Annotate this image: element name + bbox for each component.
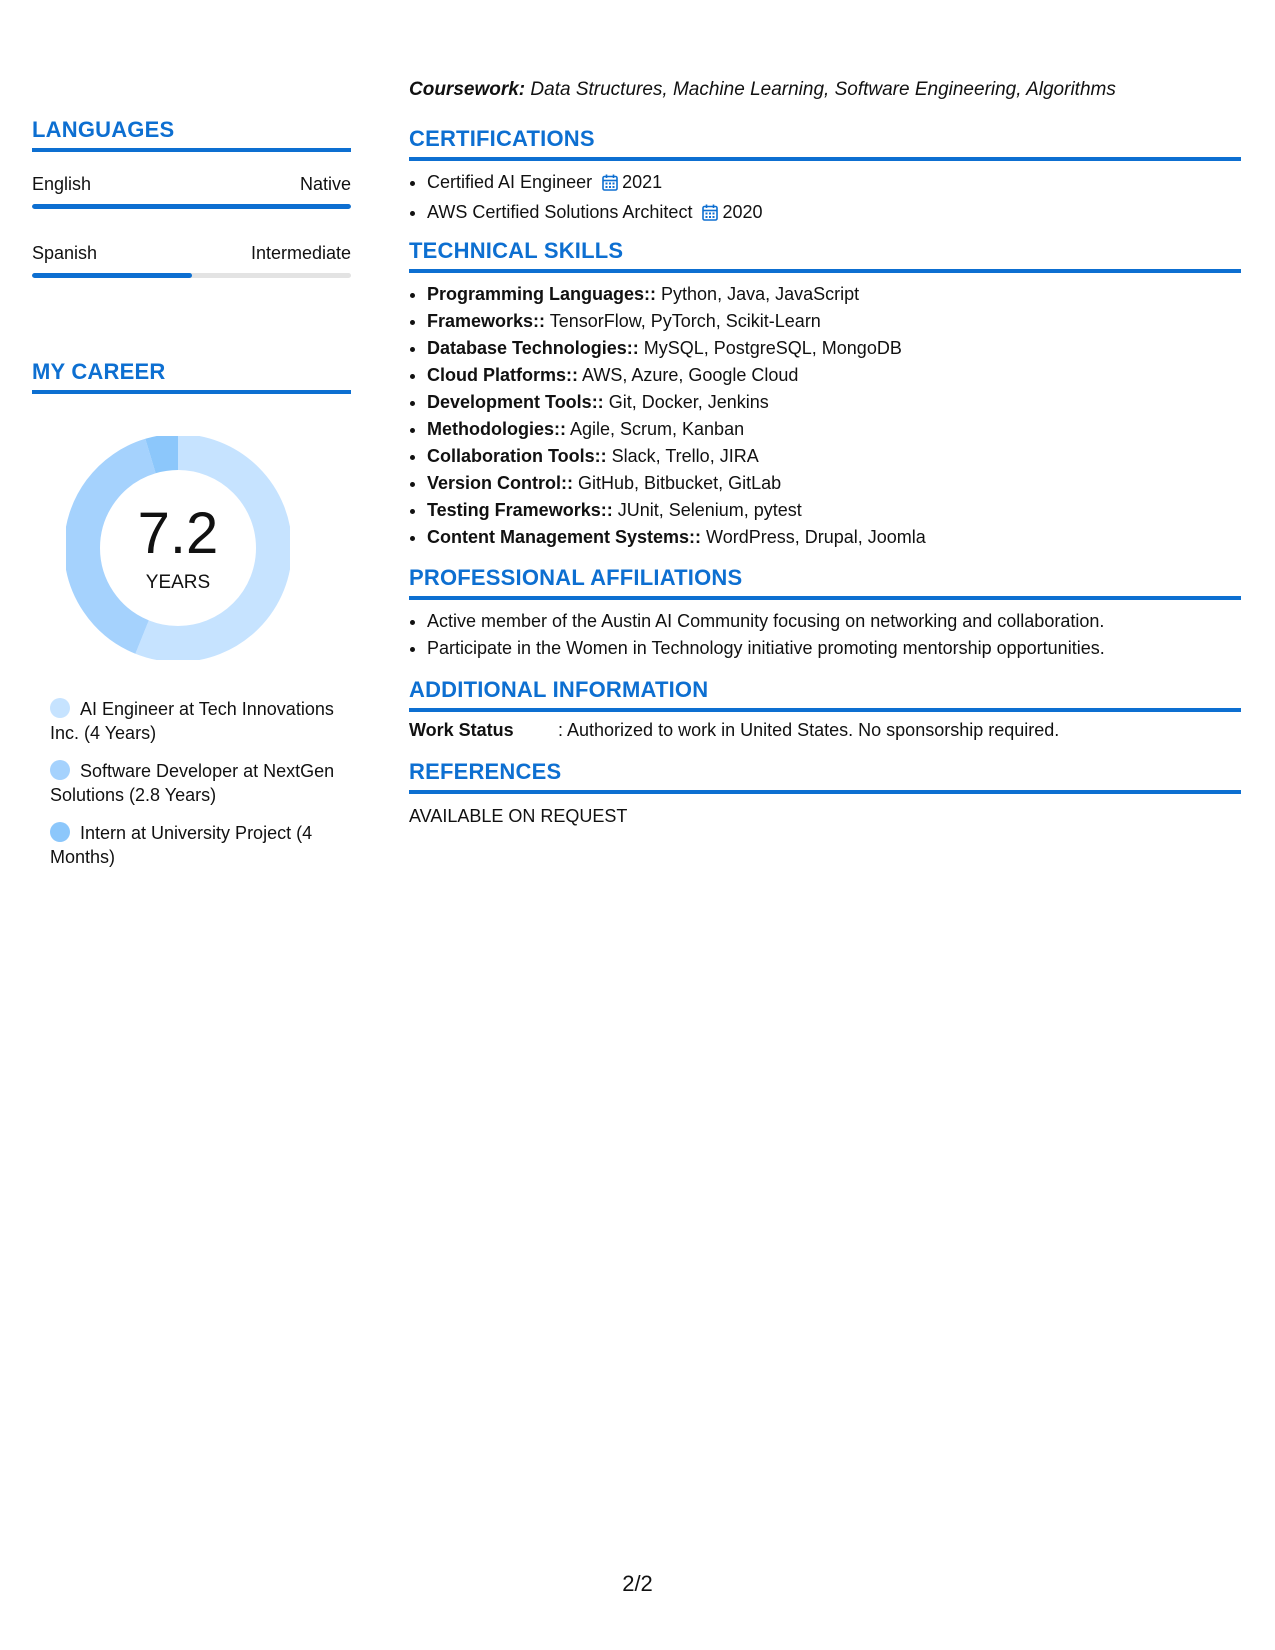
skill-item [427,416,1241,443]
career-donut-chart [66,436,290,660]
total-years-unit: YEARS [145,572,211,593]
skill-item [427,335,1241,362]
certification-name: Certified AI Engineer [427,172,593,192]
skill-label: Development Tools:: [427,392,604,412]
skill-label: Programming Languages:: [427,284,657,304]
affiliations-section [409,565,1241,662]
skill-label: Testing Frameworks:: [427,500,613,520]
additional-info-heading: ADDITIONAL INFORMATION [409,677,1241,712]
career-legend-label: Software Developer at NextGen Solutions (2.8 Years) [50,761,335,805]
career-legend [50,697,340,883]
skill-item [427,362,1241,389]
certification-name: AWS Certified Solutions Architect [427,202,693,222]
skill-label: Collaboration Tools:: [427,446,607,466]
work-status-row [409,720,1241,744]
references-text: AVAILABLE ON REQUEST [409,806,628,826]
skill-value: MySQL, PostgreSQL, MongoDB [638,338,902,358]
donut-center [66,436,290,660]
skill-value: Slack, Trello, JIRA [606,446,759,466]
affiliation-item: • Active member of the Austin AI Community focusing on networking and collaboration. [427,608,1241,635]
skill-value: WordPress, Drupal, Joomla [701,527,926,547]
work-status-value: : Authorized to work in United States. No sponsorship required. [558,720,1060,740]
language-proficiency-fill [32,273,192,278]
legend-dot [50,760,70,780]
skill-item [427,443,1241,470]
certification-item [427,169,1241,199]
certification-year: 2020 [722,202,763,222]
coursework-line [409,79,1116,101]
skill-label: Frameworks:: [427,311,546,331]
skill-value: TensorFlow, PyTorch, Scikit-Learn [545,311,821,331]
skill-label: Cloud Platforms:: [427,365,578,385]
languages-heading: LANGUAGES [32,117,351,152]
certifications-heading: CERTIFICATIONS [409,126,1241,161]
skill-value: JUnit, Selenium, pytest [612,500,802,520]
legend-dot [50,822,70,842]
work-status-label: Work Status [409,720,514,740]
affiliations-heading: PROFESSIONAL AFFILIATIONS [409,565,1241,600]
page-number: 2/2 [622,1571,653,1596]
coursework-label: Coursework: [409,79,526,100]
career-legend-label: Intern at University Project (4 Months) [50,823,313,867]
certifications-list [409,169,1241,229]
technical-skills-section [409,238,1241,551]
language-level: Native [299,174,351,194]
skill-value: AWS, Azure, Google Cloud [578,365,799,385]
skill-label: Database Technologies:: [427,338,639,358]
language-proficiency-bar [32,204,351,209]
skill-item [427,308,1241,335]
skill-value: Git, Docker, Jenkins [603,392,769,412]
additional-info-section [409,677,1241,744]
skill-item [427,470,1241,497]
total-years-value: 7.2 [137,501,219,566]
skill-item [427,524,1241,551]
language-name: Spanish [32,243,98,263]
skill-value: Agile, Scrum, Kanban [565,419,745,439]
career-legend-item [50,697,340,745]
career-legend-label: AI Engineer at Tech Innovations Inc. (4 Years) [50,699,334,743]
certification-year: 2021 [622,172,663,192]
skill-value: GitHub, Bitbucket, GitLab [573,473,782,493]
calendar-icon [702,202,718,229]
skill-value: Python, Java, JavaScript [656,284,860,304]
affiliation-item: • Participate in the Women in Technology initiative promoting mentorship opportunities. [427,635,1241,662]
certifications-section [409,126,1241,229]
career-legend-item [50,821,340,869]
technical-skills-list [409,281,1241,551]
certification-item [427,199,1241,229]
language-name: English [32,174,92,194]
skill-label: Methodologies:: [427,419,566,439]
coursework-text: Data Structures, Machine Learning, Software Engineering, Algorithms [525,79,1116,100]
skill-label: Version Control:: [427,473,574,493]
career-heading: MY CAREER [32,359,351,394]
technical-skills-heading: TECHNICAL SKILLS [409,238,1241,273]
skill-item [427,389,1241,416]
language-proficiency-bar [32,273,351,278]
legend-dot [50,698,70,718]
career-legend-item [50,759,340,807]
language-proficiency-fill [32,204,351,209]
skill-item [427,281,1241,308]
skill-label: Content Management Systems:: [427,527,702,547]
calendar-icon [602,172,618,199]
language-level: Intermediate [250,243,351,263]
references-section [409,759,1241,827]
skill-item [427,497,1241,524]
references-heading: REFERENCES [409,759,1241,794]
affiliations-list [409,608,1241,662]
